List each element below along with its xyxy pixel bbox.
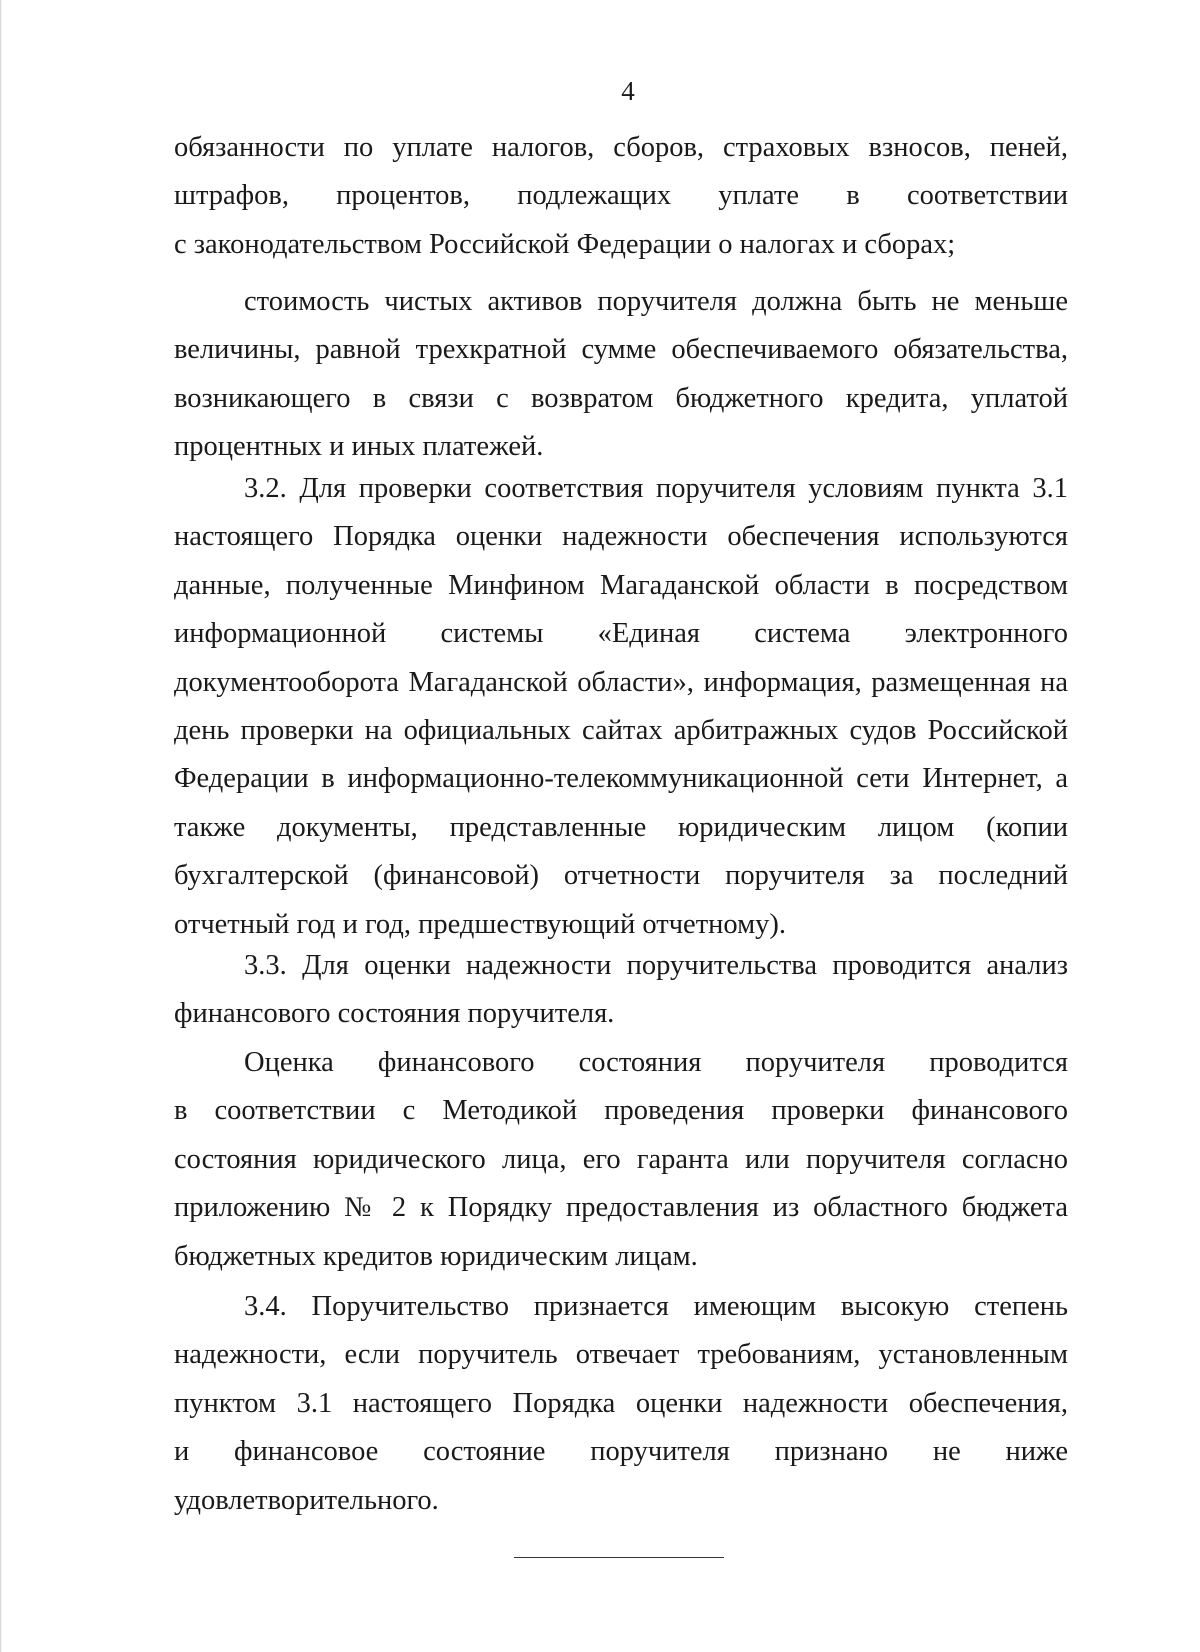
text-line: надежности, если поручитель отвечает требованиям, установленным (174, 1339, 1068, 1371)
text-line: также документы, представленные юридическим лицом (копии (174, 811, 1068, 843)
text-line: пунктом 3.1 настоящего Порядка оценки надежности обеспечения, (174, 1387, 1068, 1419)
text-line: возникающего в связи с возвратом бюджетного кредита, уплатой (174, 382, 1068, 414)
paragraph-clause-3-4 (174, 1283, 1068, 1525)
text-line: обязанности по уплате налогов, сборов, страховых взносов, пеней, (174, 132, 1068, 163)
text-line: состояния юридического лица, его гаранта или поручителя согласно (174, 1143, 1068, 1175)
text-line: данные, полученные Минфином Магаданской области в посредством (174, 569, 1068, 601)
text-line: документооборота Магаданской области», информация, размещенная на (174, 666, 1068, 698)
text-line: приложению № 2 к Порядку предоставления из областного бюджета (174, 1192, 1068, 1224)
paragraph-tax-obligations (174, 124, 1068, 269)
text-line: Федерации в информационно-телекоммуникационной сети Интернет, а (174, 763, 1068, 795)
text-line: бюджетных кредитов юридическим лицам. (174, 1240, 698, 1272)
text-line: стоимость чистых активов поручителя должна быть не меньше (244, 286, 1068, 317)
end-of-document-rule (514, 1557, 724, 1558)
text-line: процентных и иных платежей. (174, 431, 544, 463)
text-line: финансового состояния поручителя. (174, 998, 615, 1030)
text-line: 3.4. Поручительство признается имеющим высокую степень (244, 1291, 1068, 1322)
text-line: информационной системы «Единая система электронного (174, 618, 1068, 650)
page-number: 4 (621, 76, 635, 106)
paragraph-clause-3-3 (174, 942, 1068, 1039)
text-line: бухгалтерской (финансовой) отчетности поручителя за последний (174, 860, 1068, 892)
text-line: отчетный год и год, предшествующий отчетному). (174, 908, 787, 940)
text-line: день проверки на официальных сайтах арбитражных судов Российской (174, 715, 1068, 747)
text-line: и финансовое состояние поручителя признано не ниже (174, 1436, 1068, 1468)
text-line: удовлетворительного. (174, 1484, 439, 1516)
text-line: Оценка финансового состояния поручителя проводится (244, 1047, 1068, 1078)
paragraph-assessment (174, 1039, 1068, 1281)
text-line: настоящего Порядка оценки надежности обеспечения используются (174, 521, 1068, 553)
text-line: величины, равной трехкратной сумме обеспечиваемого обязательства, (174, 334, 1068, 366)
text-line: 3.2. Для проверки соответствия поручителя условиям пункта 3.1 (244, 473, 1068, 504)
text-line: 3.3. Для оценки надежности поручительства проводится анализ (244, 950, 1068, 981)
paragraph-net-assets (174, 278, 1068, 472)
paragraph-clause-3-2 (174, 465, 1068, 949)
text-line: в соответствии с Методикой проведения проверки финансового (174, 1095, 1068, 1127)
scan-edge-shadow (0, 0, 2, 1652)
text-line: штрафов, процентов, подлежащих уплате в соответствии (174, 180, 1068, 212)
text-line: с законодательством Российской Федерации о налогах и сборах; (174, 228, 956, 260)
